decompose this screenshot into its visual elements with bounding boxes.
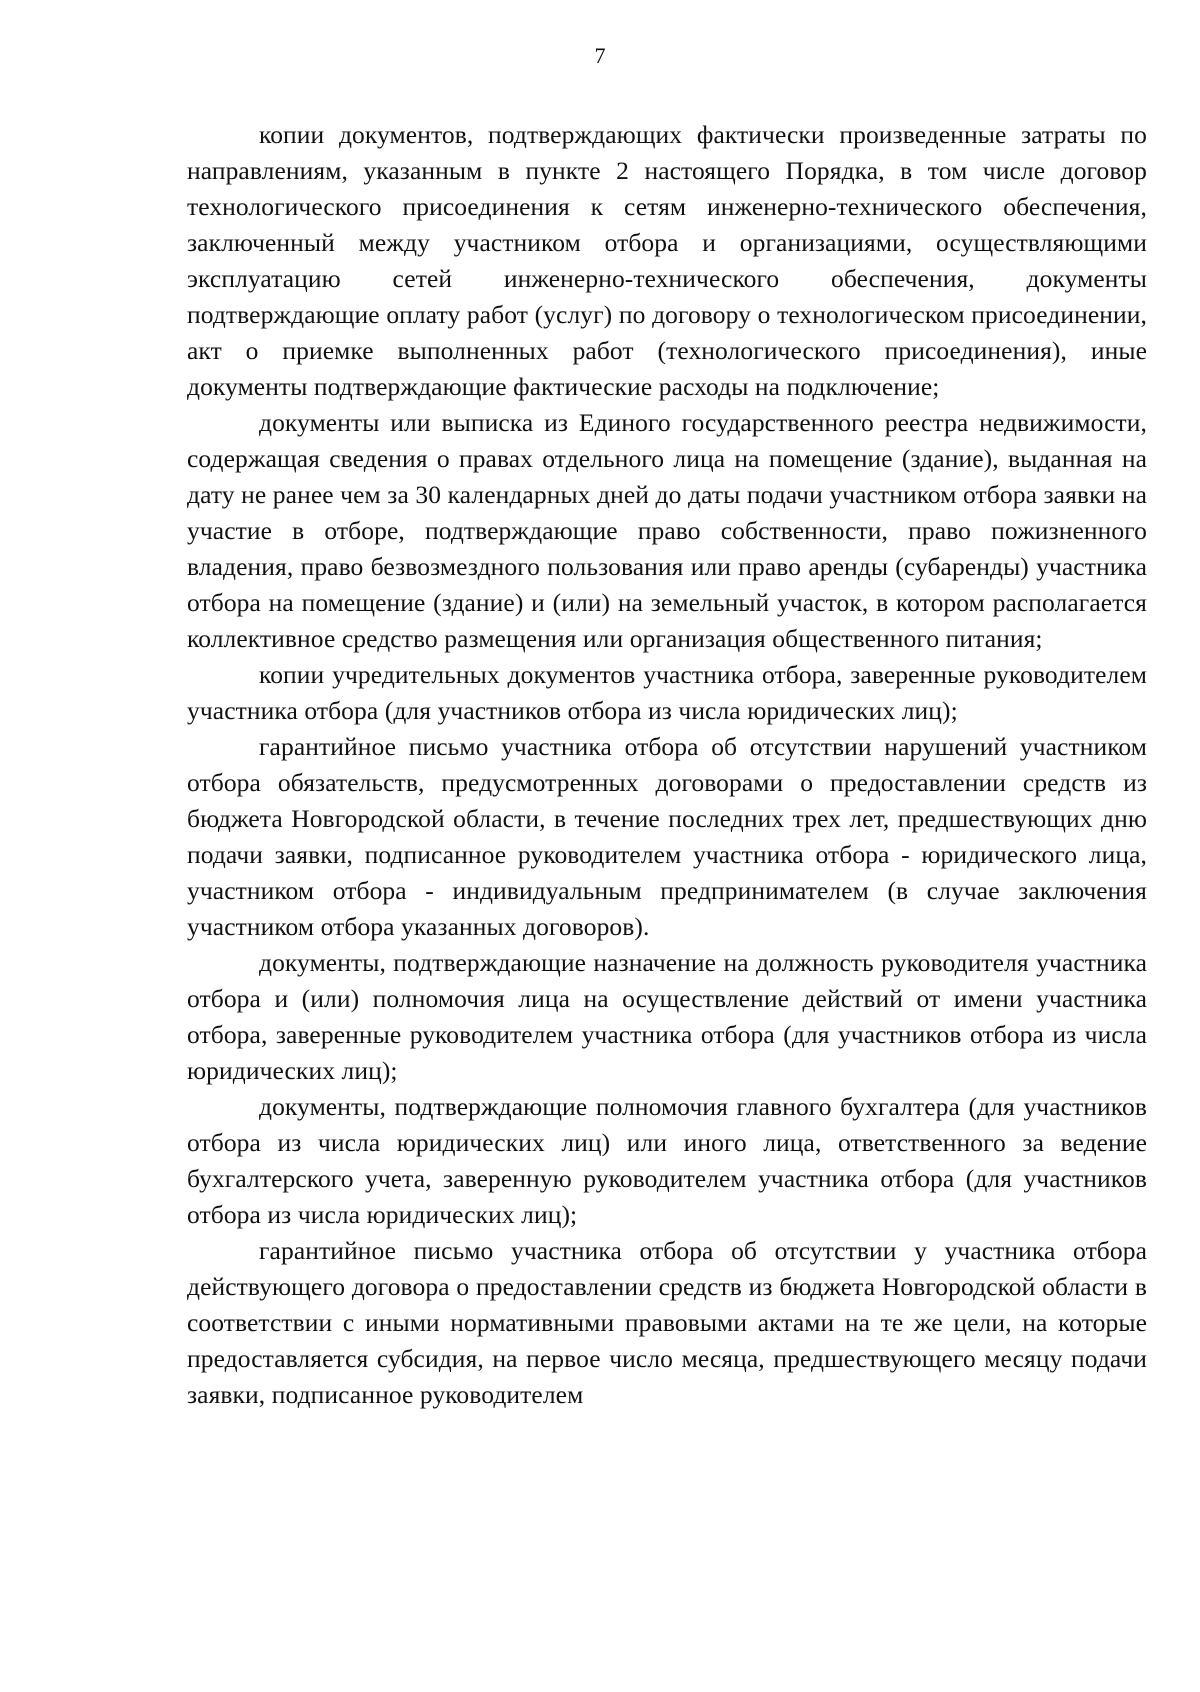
paragraph-guarantee-letter-no-contract: гарантийное письмо участника отбора об отсутствии у участника отбора действующего договора о предоставлении средств из бюджета Новгородской области в соответствии с иными нормативными правовыми актами на те же цели, на которые предоставляется субсидия, на первое число месяца, предшествующего месяцу подачи заявки, подписанное руководителем [187,1236,1147,1409]
paragraph-guarantee-letter-obligations: гарантийное письмо участника отбора об отсутствии нарушений участником отбора обязательств, предусмотренных договорами о предоставлении средств из бюджета Новгородской области, в течение последних трех лет, предшествующих дню подачи заявки, подписанное руководителем участника отбора - юридического лица, участником отбора - индивидуальным предпринимателем (в случае заключения участником отбора указанных договоров). [187,732,1147,941]
paragraph-cost-documents: копии документов, подтверждающих фактически произведенные затраты по направлениям, указанным в пункте 2 настоящего Порядка, в том числе договор технологического присоединения к сетям инженерно-технического обеспечения, заключенный между участником отбора и организациями, осуществляющими эксплуатацию сетей инженерно-технического обеспечения, документы подтверждающие оплату работ (услуг) по договору о технологическом присоединении, акт о приемке выполненных работ (технологического присоединения), иные документы подтверждающие фактические расходы на подключение; [187,120,1147,401]
document-body [187,117,1147,1413]
paragraph-chief-accountant-powers: документы, подтверждающие полномочия главного бухгалтера (для участников отбора из числа юридических лиц) или иного лица, ответственного за ведение бухгалтерского учета, заверенную руководителем участника отбора (для участников отбора из числа юридических лиц); [187,1092,1147,1229]
paragraph-property-rights: документы или выписка из Единого государственного реестра недвижимости, содержащая сведения о правах отдельного лица на помещение (здание), выданная на дату не ранее чем за 30 календарных дней до даты подачи участником отбора заявки на участие в отборе, подтверждающие право собственности, право пожизненного владения, право безвозмездного пользования или право аренды (субаренды) участника отбора на помещение (здание) и (или) на земельный участок, в котором располагается коллективное средство размещения или организация общественного питания; [187,408,1147,653]
paragraph-founding-documents: копии учредительных документов участника отбора, заверенные руководителем участника отбора (для участников отбора из числа юридических лиц); [187,660,1147,725]
paragraph-director-appointment: документы, подтверждающие назначение на должность руководителя участника отбора и (или) полномочия лица на осуществление действий от имени участника отбора, заверенные руководителем участника отбора (для участников отбора из числа юридических лиц); [187,948,1147,1085]
page-number: 7 [594,43,606,68]
